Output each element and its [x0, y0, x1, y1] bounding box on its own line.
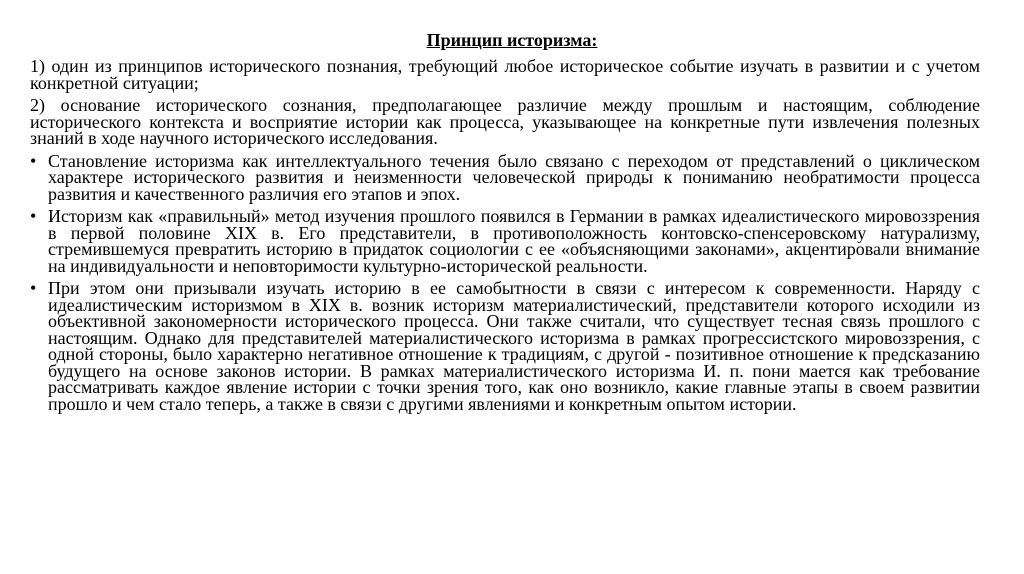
- bullet-text-2: Историзм как «правильный» метод изучения прошлого появился в Германии в рамках идеалистического мировоззрения в первой половине XIX в. Его представители, в противоположность контовско-спенсеровскому натурализму, стремившемуся превратить историю в придаток социологии с ее «объясняющими законами», акцентировали внимание на индивидуальности и неповторимости культурно-исторической реальности.: [48, 206, 980, 276]
- bullet-icon: •: [30, 150, 37, 171]
- bullet-icon: •: [30, 278, 37, 298]
- bullet-text-3: При этом они призывали изучать историю в ее самобытности в связи с интересом к современности. Наряду с идеалистическим историзмом в XIX в. возник историзм материалистический, представители которого исходили из объективной закономерности исторического процесса. Они также считали, что существует тесная связь прошлого с настоящим. Однако для представителей материалистического историзма в рамках прогрессистского мировоззрения, с одной стороны, было характерно негативное отношение к традициям, с другой - позитивное отношение к предсказанию будущего на основе законов истории. В рамках материалистического историзма И. п. пони мается как требование рассматривать каждое явление истории с точки зрения того, как оно возникло, какие главные этапы в своем развитии прошло и чем стало теперь, а также в связи с другими явлениями и конкретным опытом истории.: [48, 278, 980, 414]
- bullet-item-3: [30, 280, 980, 412]
- slide-title: Принцип историзма:: [426, 30, 598, 50]
- bullet-item-2: [30, 208, 980, 274]
- bullet-icon: •: [30, 206, 37, 226]
- definition-2: 2) основание исторического сознания, предполагающее различие между прошлым и настоящим, соблюдение исторического контекста и восприятие истории как процесса, указывающее на конкретные пути извлечения полезных знаний в ходе научного исторического исследования.: [30, 95, 980, 148]
- bullet-text-1: Становление историзма как интеллектуального течения было связано с переходом от представлений о циклическом характере исторического развития и неизменности человеческой природы к пониманию необратимости процесса развития и качественного различия его этапов и эпох.: [48, 150, 980, 204]
- bullet-item-1: [30, 150, 980, 204]
- definition-1: 1) один из принципов исторического познания, требующий любое историческое событие изучать в развитии и с учетом конкретной ситуации;: [30, 56, 980, 93]
- slide-content: [30, 58, 980, 418]
